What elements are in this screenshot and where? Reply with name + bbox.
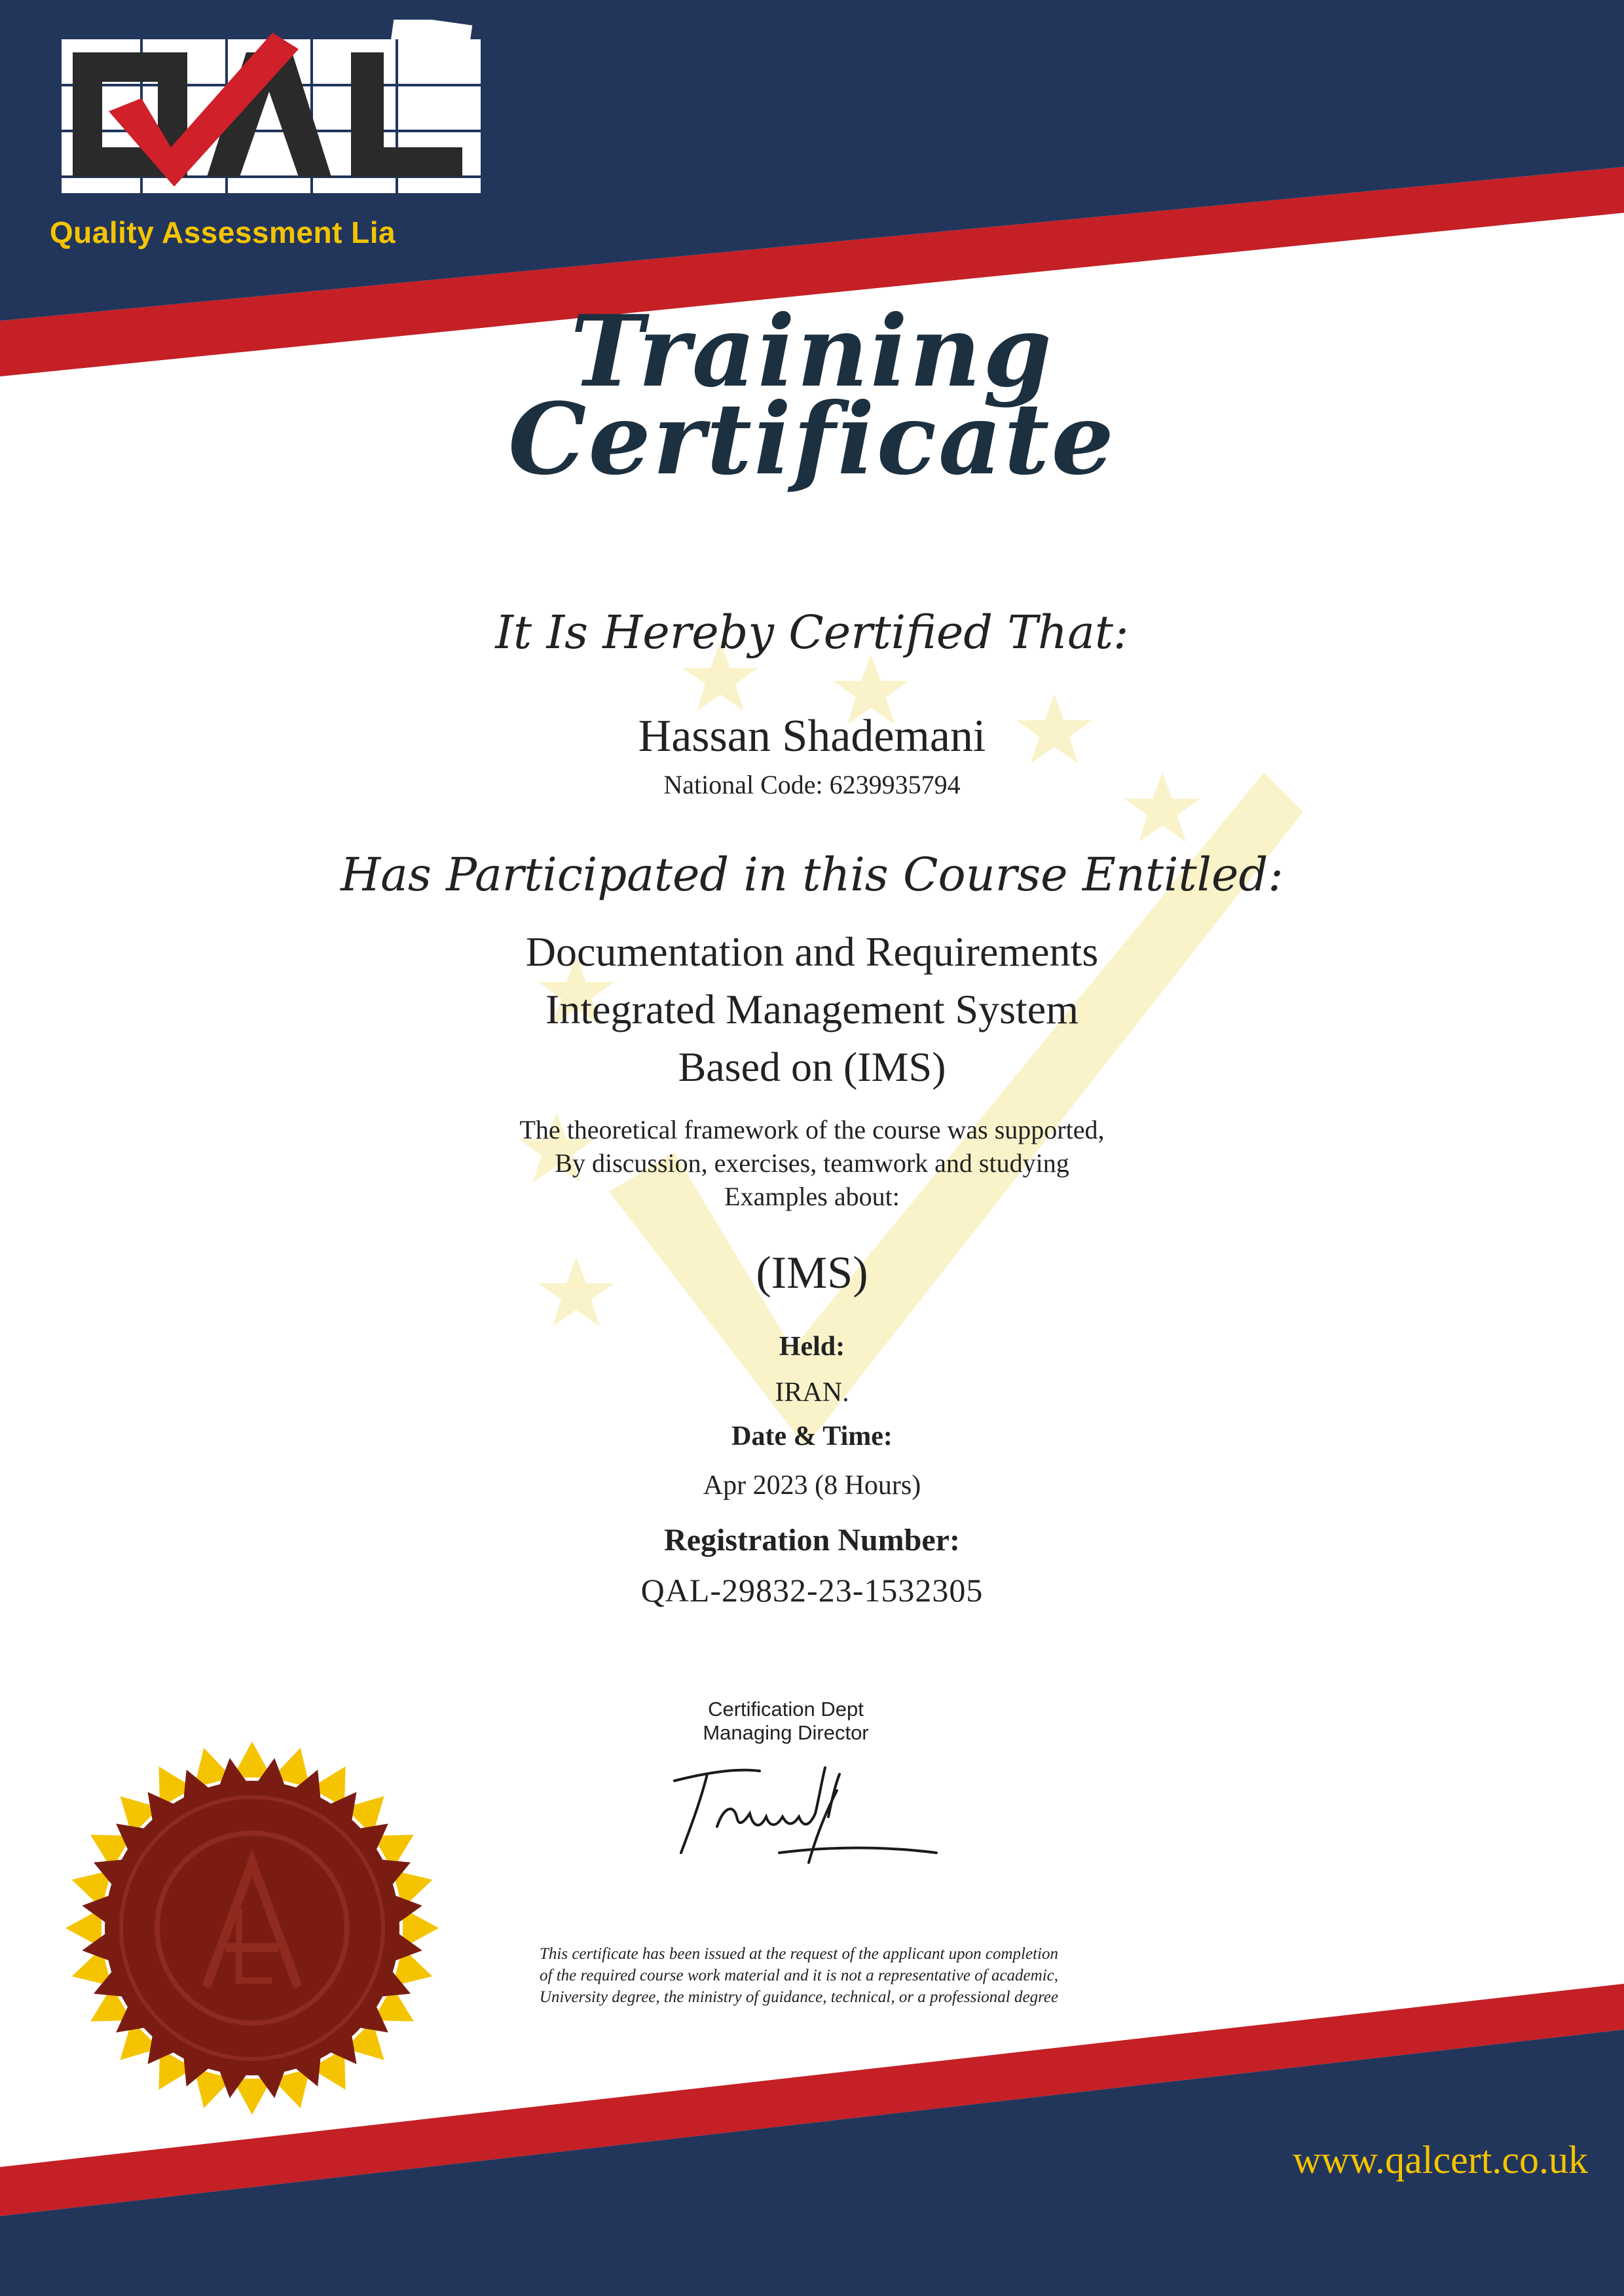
disclaimer-line: University degree, the ministry of guidance, technical, or a professional degree xyxy=(539,1988,1059,2006)
course-title xyxy=(0,923,1624,1096)
website-link[interactable]: www.qalcert.co.uk xyxy=(1293,2138,1588,2181)
held-value: IRAN. xyxy=(775,1377,849,1408)
title-line-2: Certificate xyxy=(508,382,1116,497)
held-label: Held: xyxy=(779,1332,845,1362)
signatory-role: Managing Director xyxy=(703,1721,869,1744)
signatory-dept: Certification Dept xyxy=(708,1698,864,1721)
wax-seal-icon xyxy=(62,1738,442,2118)
course-subject: (IMS) xyxy=(756,1248,868,1298)
signatory-title xyxy=(655,1698,917,1745)
certificate-title xyxy=(0,294,1624,497)
registration-label: Registration Number: xyxy=(664,1523,960,1558)
course-line: Integrated Management System xyxy=(545,986,1079,1032)
course-description xyxy=(0,1113,1624,1213)
seal-rim xyxy=(65,1741,439,2115)
disclaimer xyxy=(471,1943,1126,2008)
qal-logo-mark xyxy=(56,20,489,196)
course-line: Documentation and Requirements xyxy=(525,928,1099,975)
description-line: By discussion, exercises, teamwork and studying xyxy=(555,1148,1069,1178)
company-logo xyxy=(56,20,489,196)
disclaimer-line: This certificate has been issued at the request of the applicant upon completion xyxy=(539,1945,1058,1963)
description-line: Examples about: xyxy=(724,1182,900,1211)
participated-line: Has Participated in this Course Entitled: xyxy=(341,848,1283,902)
certify-line: It Is Hereby Certified That: xyxy=(495,606,1129,659)
recipient-name: Hassan Shademani xyxy=(638,711,986,761)
description-line: The theoretical framework of the course was supported, xyxy=(519,1115,1105,1144)
company-name: Quality Assessment Lia xyxy=(49,215,396,249)
national-code: National Code: 6239935794 xyxy=(663,770,961,799)
registration-number: QAL-29832-23-1532305 xyxy=(640,1572,984,1609)
disclaimer-line: of the required course work material and it is not a representative of academic, xyxy=(540,1967,1058,1984)
title-line-1: Training xyxy=(570,294,1054,409)
handwritten-signature xyxy=(661,1755,943,1872)
date-label: Date & Time: xyxy=(731,1421,893,1451)
course-line: Based on (IMS) xyxy=(678,1044,946,1090)
date-value: Apr 2023 (8 Hours) xyxy=(703,1470,921,1501)
